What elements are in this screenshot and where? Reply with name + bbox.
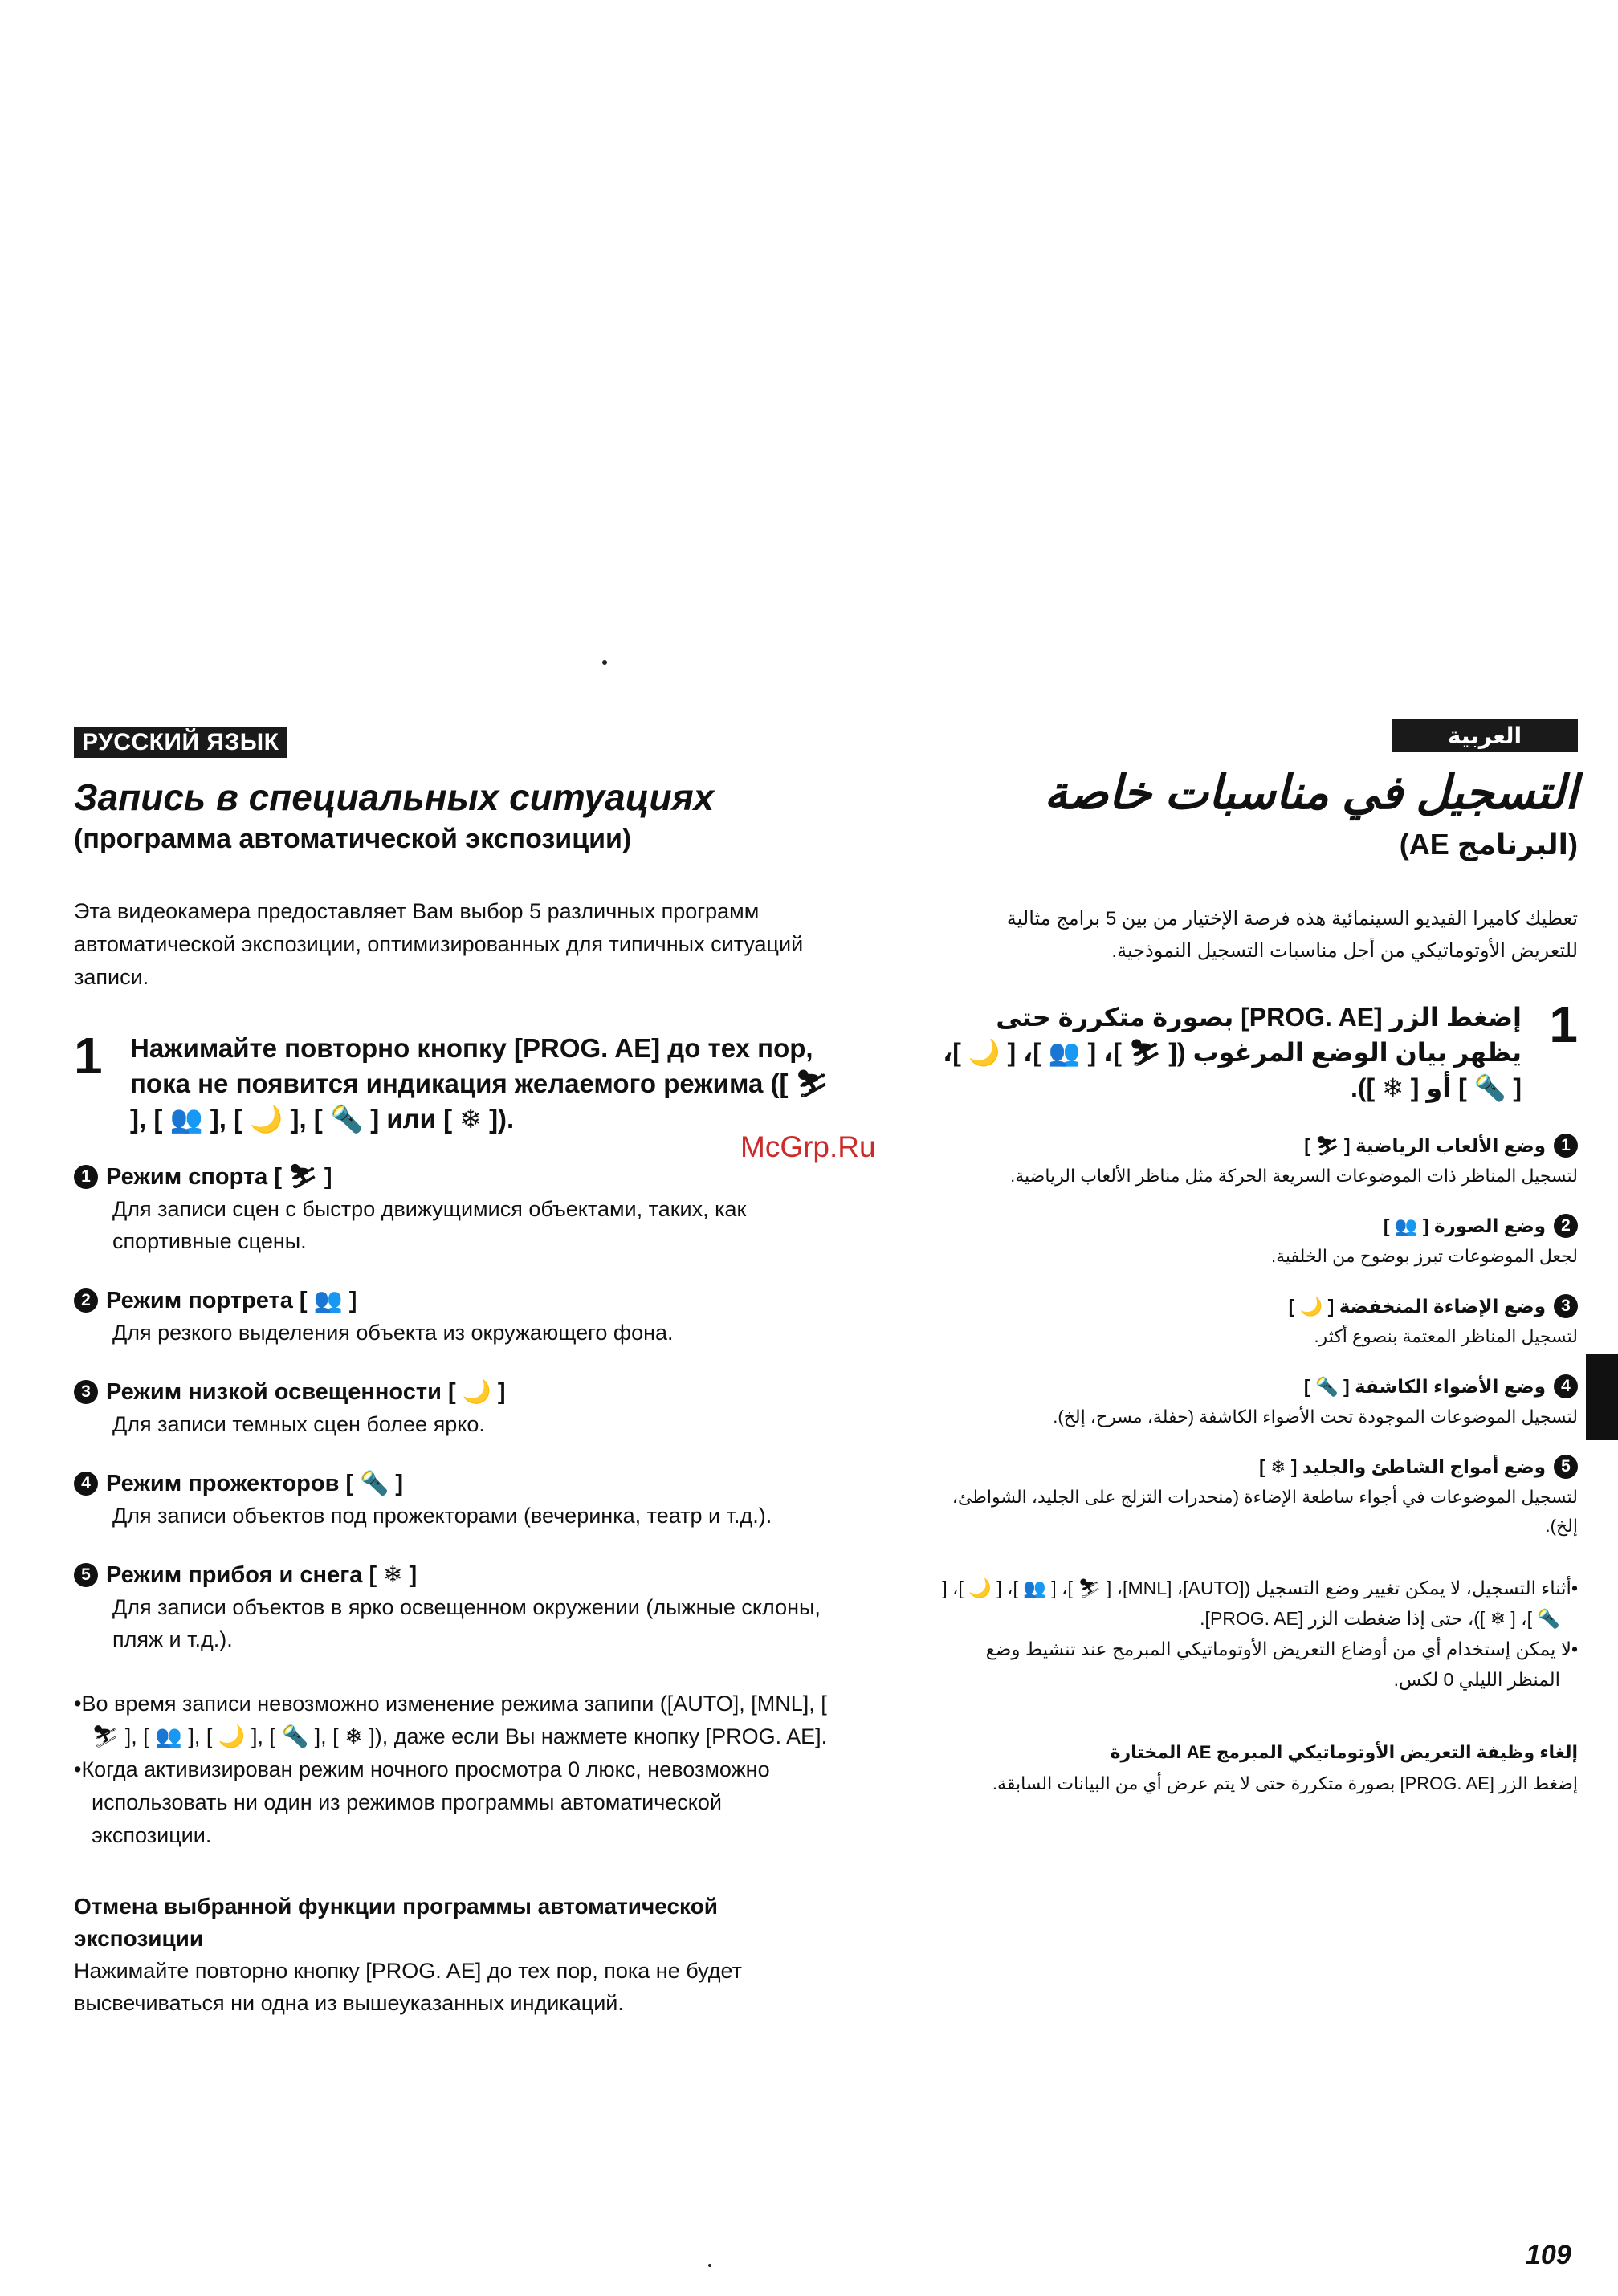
speck <box>602 660 607 665</box>
mode-title: وضع الصورة [ 👥 ] <box>1383 1215 1546 1236</box>
speck <box>708 2264 711 2267</box>
mode-number-badge: 2 <box>74 1288 98 1313</box>
page-number: 109 <box>1526 2240 1571 2270</box>
russian-column <box>74 727 845 2019</box>
mode-list <box>74 1161 845 1655</box>
mode-item <box>939 1451 1578 1541</box>
mode-number-badge: 1 <box>74 1165 98 1189</box>
cancel-heading: Отмена выбранной функции программы автоматической экспозиции <box>74 1894 719 1951</box>
mode-number-badge: 4 <box>1554 1374 1578 1398</box>
mode-title: Режим спорта [ ⛷ ] <box>106 1164 332 1190</box>
mode-title: وضع الإضاءة المنخفضة [ 🌙 ] <box>1288 1296 1546 1317</box>
mode-number-badge: 5 <box>74 1563 98 1587</box>
mode-title: Режим прибоя и снега [ ❄ ] <box>106 1562 418 1588</box>
mode-item <box>74 1468 845 1532</box>
mode-item <box>939 1370 1578 1431</box>
notes <box>74 1687 845 1852</box>
mode-title: وضع أمواج الشاطئ والجليد [ ❄ ] <box>1259 1456 1546 1477</box>
mode-number-badge: 4 <box>74 1472 98 1496</box>
mode-number-badge: 3 <box>74 1380 98 1404</box>
mode-number-badge: 3 <box>1554 1294 1578 1318</box>
mode-item <box>939 1130 1578 1191</box>
mode-number-badge: 2 <box>1554 1214 1578 1238</box>
side-tab-marker <box>1586 1354 1618 1440</box>
step-instruction: Нажимайте повторно кнопку [PROG. AE] до тех пор, пока не появится индикация желаемого режима ([ ⛷ ], [ 👥 ], [ 🌙 ], [ 🔦 ] или [ ❄ ]). <box>130 1033 829 1134</box>
step-instruction: إضغط الزر [PROG. AE] بصورة متكررة حتى يظهر بيان الوضع المرغوب ([ ⛷ ]، [ 👥 ]، [ 🌙 ]، [ 🔦 ] أو [ ❄ ]). <box>943 1003 1522 1102</box>
step-number: 1 <box>1549 995 1578 1053</box>
step-1 <box>74 1027 845 1137</box>
mode-title: Режим прожекторов [ 🔦 ] <box>106 1471 404 1496</box>
note-item: •أثناء التسجيل، لا يمكن تغيير وضع التسجيل ([AUTO]، [MNL]، [ ⛷ ]، [ 👥 ]، [ 🌙 ]، [ 🔦 ]، [ ❄ ])، حتى إذا ضغطت الزر [PROG. AE]. <box>942 1577 1578 1629</box>
mode-number-badge: 5 <box>1554 1455 1578 1479</box>
note-item: •Во время записи невозможно изменение режима запипи ([AUTO], [MNL], [ ⛷ ], [ 👥 ], [ 🌙 ], [ 🔦 ], [ ❄ ]), даже если Вы нажмете кнопку [PROG. AE]. <box>74 1691 828 1748</box>
language-badge: РУССКИЙ ЯЗЫК <box>74 727 287 758</box>
arabic-column <box>939 719 1578 1799</box>
cancel-description: Нажимайте повторно кнопку [PROG. AE] до тех пор, пока не будет высвечиваться ни одна из вышеуказанных индикаций. <box>74 1959 742 2015</box>
note-item: •لا يمكن إستخدام أي من أوضاع التعريض الأوتوماتيكي المبرمج عند تنشيط وضع المنظر الليلي 0 لكس. <box>985 1639 1578 1690</box>
mode-title: وضع الأضواء الكاشفة [ 🔦 ] <box>1303 1376 1546 1397</box>
cancel-description: إضغط الزر [PROG. AE] بصورة متكررة حتى لا يتم عرض أي من البيانات السابقة. <box>992 1773 1578 1793</box>
watermark: McGrp.Ru <box>740 1130 876 1163</box>
page-subtitle: (программа автоматической экспозиции) <box>74 824 632 854</box>
mode-description: Для записи объектов в ярко освещенном окружении (лыжные склоны, пляж и т.д.). <box>112 1595 821 1651</box>
mode-item <box>74 1161 845 1257</box>
page-title: التسجيل في مناسبات خاصة <box>1044 767 1578 819</box>
intro-text: Эта видеокамера предоставляет Вам выбор 5 различных программ автоматической экспозиции, оптимизированных для типичных ситуаций записи. <box>74 899 804 989</box>
notes <box>939 1573 1578 1695</box>
mode-description: لتسجيل الموضوعات الموجودة تحت الأضواء الكاشفة (حفلة، مسرح، إلخ). <box>1053 1407 1578 1427</box>
mode-item <box>74 1559 845 1655</box>
mode-description: Для записи темных сцен более ярко. <box>112 1412 485 1436</box>
mode-title: Режим портрета [ 👥 ] <box>106 1288 357 1313</box>
mode-item <box>74 1284 845 1349</box>
mode-description: Для записи сцен с быстро движущимися объектами, таких, как спортивные сцены. <box>112 1197 747 1253</box>
mode-description: Для записи объектов под прожекторами (вечеринка, театр и т.д.). <box>112 1504 772 1528</box>
mode-item <box>939 1210 1578 1271</box>
mode-number-badge: 1 <box>1554 1134 1578 1158</box>
mode-description: Для резкого выделения объекта из окружающего фона. <box>112 1321 674 1345</box>
intro-text: تعطيك كاميرا الفيديو السينمائية هذه فرصة الإختيار من بين 5 برامج مثالية للتعريض الأوتوماتيكي من أجل مناسبات التسجيل النموذجية. <box>1006 908 1578 962</box>
mode-title: وضع الألعاب الرياضية [ ⛷ ] <box>1304 1135 1546 1156</box>
page-title: Запись в специальных ситуациях <box>74 776 715 818</box>
step-1 <box>939 995 1578 1105</box>
note-item: •Когда активизирован режим ночного просмотра 0 люкс, невозможно использовать ни один из режимов программы автоматической экспозиции. <box>74 1757 770 1847</box>
mode-description: لتسجيل الموضوعات في أجواء ساطعة الإضاءة (منحدرات التزلج على الجليد، الشواطئ، إلخ). <box>952 1487 1578 1536</box>
mode-description: لتسجيل المناظر ذات الموضوعات السريعة الحركة مثل مناظر الألعاب الرياضية. <box>1010 1166 1578 1186</box>
mode-description: لتسجيل المناظر المعتمة بنصوع أكثر. <box>1314 1326 1578 1346</box>
step-number: 1 <box>74 1027 103 1085</box>
mode-item <box>74 1376 845 1440</box>
page-subtitle: (البرنامج AE) <box>1399 828 1578 861</box>
mode-description: لجعل الموضوعات تبرز بوضوح من الخلفية. <box>1271 1246 1578 1266</box>
mode-item <box>939 1290 1578 1351</box>
mode-list <box>939 1130 1578 1541</box>
mode-title: Режим низкой освещенности [ 🌙 ] <box>106 1379 506 1405</box>
cancel-heading: إلغاء وظيفة التعريض الأوتوماتيكي المبرمج AE المختارة <box>1110 1742 1578 1762</box>
language-badge: العربية <box>1392 719 1578 752</box>
